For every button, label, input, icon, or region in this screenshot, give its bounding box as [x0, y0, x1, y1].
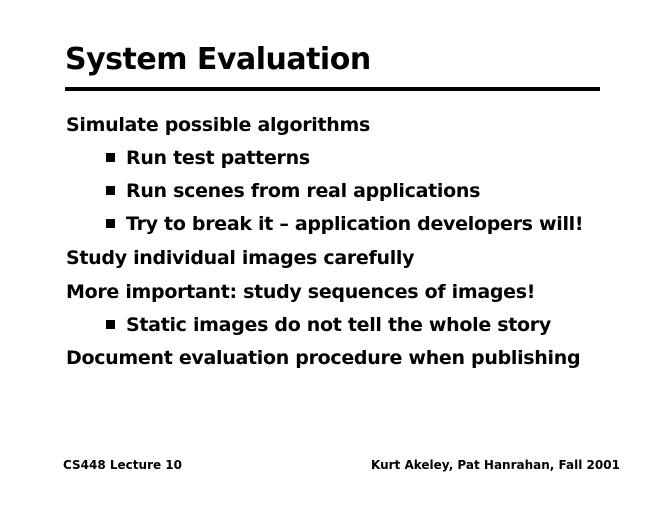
square-bullet-icon — [106, 320, 115, 329]
bullet-item-real-scenes: Run scenes from real applications — [126, 180, 481, 202]
footer-authors: Kurt Akeley, Pat Hanrahan, Fall 2001 — [371, 458, 620, 472]
bullet-item-test-patterns: Run test patterns — [126, 147, 310, 169]
bullet-item-study-sequences: More important: study sequences of images! — [66, 281, 536, 303]
bullet-item-break-it: Try to break it – application developers will! — [126, 213, 584, 235]
bullet-item-document: Document evaluation procedure when publishing — [66, 347, 581, 369]
square-bullet-icon — [106, 153, 115, 162]
square-bullet-icon — [106, 219, 115, 228]
bullet-item-study-images: Study individual images carefully — [66, 247, 415, 269]
footer-course: CS448 Lecture 10 — [63, 458, 183, 472]
slide-title: System Evaluation — [65, 42, 371, 77]
bullet-item-simulate: Simulate possible algorithms — [66, 114, 371, 136]
square-bullet-icon — [106, 186, 115, 195]
bullet-item-static-images: Static images do not tell the whole story — [126, 314, 551, 336]
